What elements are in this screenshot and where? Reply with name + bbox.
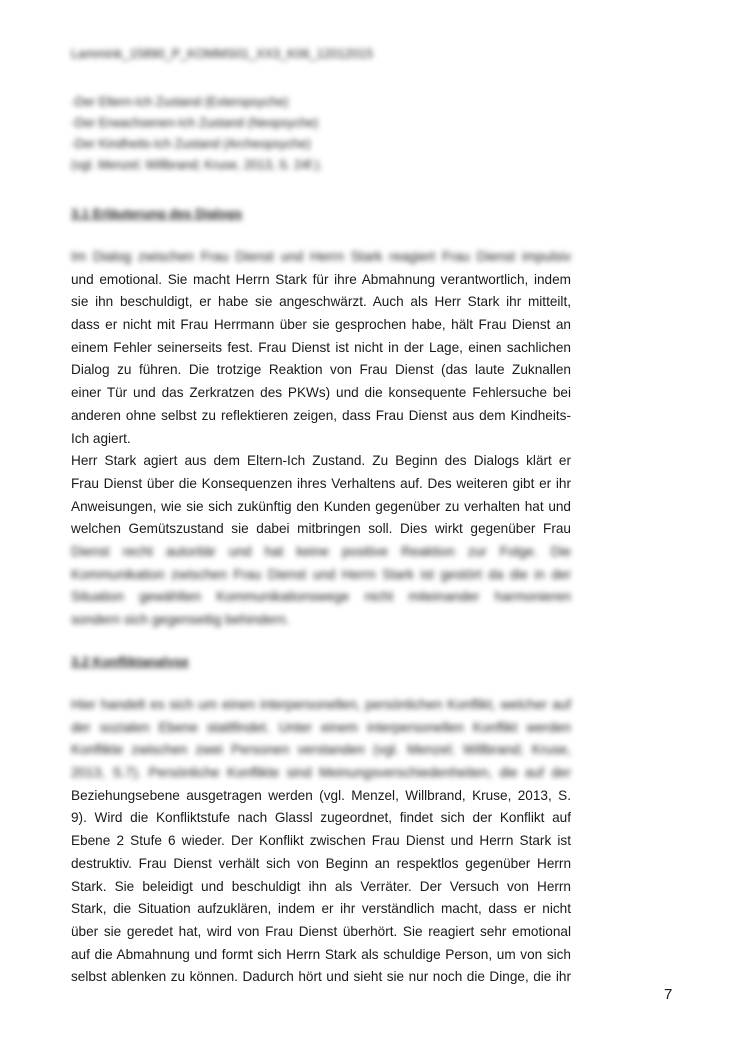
paragraph-line: Ebene 2 Stufe 6 wieder. Der Konflikt zwischen Frau Dienst und Herrn Stark ist [71,833,571,849]
list-item: (vgl. Menzel; Willbrand; Kruse, 2013, S. 24f.). [71,158,323,172]
paragraph-line: der sozialen Ebene stattfindet. Unter einem interpersonellen Konflikt werden [71,719,571,735]
paragraph-line: einem Fehler seinerseits fest. Frau Dienst ist nicht in der Lage, einen sachlichen [71,339,571,355]
paragraph-line: Stark, die Situation aufzuklären, indem er ihr verständlich macht, dass er nicht [71,901,571,917]
dialog-paragraph [71,246,571,632]
paragraph-line: Frau Dienst über die Konsequenzen ihres Verhaltens auf. Des weiteren gibt er ihr [71,475,571,491]
paragraph-line: Dienst recht autoritär und hat keine positive Reaktion zur Folge. Die [71,543,571,559]
paragraph-line: Situation gewählten Kommunikationswege nicht miteinander harmonieren [71,589,571,605]
paragraph-line: 9). Wird die Konfliktstufe nach Glassl zugeordnet, findet sich der Konflikt auf [71,810,571,826]
paragraph-line: über sie geredet hat, wird von Frau Dienst überhört. Sie reagiert sehr emotional [71,923,571,939]
paragraph-line: Stark. Sie beleidigt und beschuldigt ihn als Verräter. Der Versuch von Herrn [71,878,571,894]
paragraph-line: Konflikte zwischen zwei Personen verstanden (vgl. Menzel; Willbrand; Kruse, [71,742,571,758]
conflict-paragraph [71,694,571,989]
paragraph-line: destruktiv. Frau Dienst verhält sich von Beginn an respektlos gegenüber Herrn [71,855,571,871]
paragraph-line: 2013, S.7). Persönliche Konflikte sind Meinungsverschiedenheiten, die auf der [71,765,571,781]
paragraph-line: Hier handelt es sich um einen interpersonellen, persönlichen Konflikt, welcher auf [71,697,571,712]
list-item: -Der Eltern-Ich Zustand (Exteropsyche) [71,95,289,109]
paragraph-line: Im Dialog zwischen Frau Dienst und Herrn Stark reagiert Frau Dienst impulsiv [71,249,571,264]
paragraph-line: sondern sich gegenseitig behindern. [71,612,290,627]
paragraph-line: Anweisungen, wie sie sich zukünftig den Kunden gegenüber zu verhalten hat und [71,498,571,514]
list-item: -Der Kindheits-Ich Zustand (Archeopsyche) [71,137,311,151]
paragraph-line: einer Tür und das Zerkratzen des PKWs) und die konsequente Fehlersuche bei [71,385,571,401]
paragraph-line: Ich agiert. [71,430,131,446]
list-item: -Der Erwachsenen-Ich Zustand (Neopsyche) [71,116,319,130]
file-id-header: Lammink_15890_P_KOMMS01_XX3_K06_12012015 [71,47,374,61]
paragraph-line: und emotional. Sie macht Herrn Stark für ihre Abmahnung verantwortlich, indem [71,271,571,287]
paragraph-line: Dialog zu führen. Die trotzige Reaktion von Frau Dienst (das laute Zuknallen [71,362,571,378]
paragraph-line: anderen ohne selbst zu reflektieren zeigen, dass Frau Dienst aus dem Kindheits- [71,407,571,423]
paragraph-line: dass er nicht mit Frau Herrmann über sie gesprochen habe, hält Frau Dienst an [71,317,571,333]
section-heading-conflict: 3.2 Konfliktanalyse [71,654,189,669]
paragraph-line: Beziehungsebene ausgetragen werden (vgl. Menzel, Willbrand, Kruse, 2013, S. [71,787,571,803]
paragraph-line: auf die Abmahnung und formt sich Herrn Stark als schuldige Person, um von sich [71,946,571,962]
section-heading-dialog: 3.1 Erläuterung des Dialogs [71,206,243,221]
paragraph-line: Herr Stark agiert aus dem Eltern-Ich Zustand. Zu Beginn des Dialogs klärt er [71,453,571,469]
paragraph-line: sie ihn beschuldigt, er habe sie angeschwärzt. Auch als Herr Stark ihr mitteilt, [71,294,571,310]
paragraph-line: welchen Gemütszustand sie dabei mitbringen soll. Dies wirkt gegenüber Frau [71,521,571,537]
paragraph-line: selbst ablenken zu können. Dadurch hört und sieht sie nur noch die Dinge, die ihr [71,969,571,985]
paragraph-line: Kommunikation zwischen Frau Dienst und Herrn Stark ist gestört da die in der [71,566,571,582]
page-number: 7 [664,986,673,1003]
ego-state-list [71,92,591,176]
